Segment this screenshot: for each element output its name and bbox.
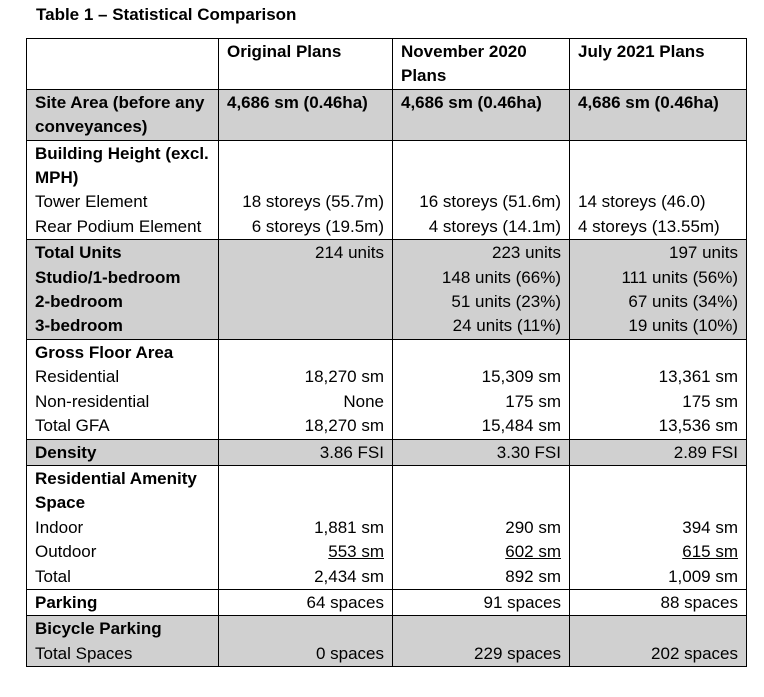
cell-parking-jul2021: 88 spaces	[570, 589, 747, 615]
total-units-label: Total Units	[35, 243, 122, 263]
studio-jul2021: 111 units (56%)	[621, 267, 738, 287]
amenity-total-label: Total	[35, 566, 71, 586]
cell-height-nov2020	[393, 140, 570, 240]
cell-bicycle-original	[219, 616, 393, 667]
tower-jul2021: 14 storeys (46.0)	[578, 192, 706, 212]
building-height-label: Building Height (excl. MPH)	[35, 143, 209, 188]
cell-height-original	[219, 140, 393, 240]
studio-label: Studio/1-bedroom	[35, 267, 181, 287]
table-row-amenity	[27, 465, 747, 589]
table-row-site-area	[27, 89, 747, 140]
total-units-original: 214 units	[315, 243, 384, 263]
row-label-units	[27, 240, 219, 340]
two-bedroom-nov2020: 51 units (23%)	[451, 292, 561, 312]
podium-nov2020: 4 storeys (14.1m)	[428, 216, 561, 236]
two-bedroom-jul2021: 67 units (34%)	[628, 292, 738, 312]
three-bedroom-label: 3-bedroom	[35, 316, 123, 336]
cell-amenity-jul2021	[570, 465, 747, 589]
outdoor-label: Outdoor	[35, 542, 97, 562]
bicycle-label: Bicycle Parking	[35, 619, 162, 639]
total-units-jul2021: 197 units	[669, 243, 738, 263]
amenity-outdoor-jul2021: 615 sm	[682, 542, 738, 562]
total-spaces-label: Total Spaces	[35, 643, 133, 663]
row-label-site-area: Site Area (before any conveyances)	[27, 89, 219, 140]
cell-site-area-nov2020: 4,686 sm (0.46ha)	[393, 89, 570, 140]
row-label-density: Density	[27, 439, 219, 465]
cell-density-nov2020: 3.30 FSI	[393, 439, 570, 465]
table-row-building-height	[27, 140, 747, 240]
table-row-gfa	[27, 339, 747, 439]
amenity-total-jul2021: 1,009 sm	[668, 566, 738, 586]
cell-parking-nov2020: 91 spaces	[393, 589, 570, 615]
cell-amenity-nov2020	[393, 465, 570, 589]
bicycle-original: 0 spaces	[315, 643, 384, 663]
amenity-indoor-original: 1,881 sm	[314, 517, 384, 537]
cell-gfa-original	[219, 339, 393, 439]
row-label-gfa	[27, 339, 219, 439]
gfa-label: Gross Floor Area	[35, 342, 174, 362]
cell-units-original	[219, 240, 393, 340]
cell-bicycle-nov2020	[393, 616, 570, 667]
residential-label: Residential	[35, 367, 120, 387]
podium-original: 6 storeys (19.5m)	[251, 216, 384, 236]
cell-gfa-jul2021	[570, 339, 747, 439]
cell-units-nov2020	[393, 240, 570, 340]
cell-site-area-original: 4,686 sm (0.46ha)	[219, 89, 393, 140]
gfa-residential-nov2020: 15,309 sm	[481, 367, 561, 387]
cell-height-jul2021	[570, 140, 747, 240]
table-row-bicycle	[27, 616, 747, 667]
tower-nov2020: 16 storeys (51.6m)	[419, 192, 561, 212]
gfa-total-original: 18,270 sm	[304, 416, 384, 436]
amenity-outdoor-nov2020: 602 sm	[505, 542, 561, 562]
rear-podium-label: Rear Podium Element	[35, 216, 202, 236]
header-november-2020: November 2020 Plans	[393, 39, 570, 90]
statistical-comparison-table	[26, 38, 747, 667]
row-label-building-height	[27, 140, 219, 240]
gfa-total-jul2021: 13,536 sm	[658, 416, 738, 436]
bicycle-nov2020: 229 spaces	[474, 643, 561, 663]
amenity-total-nov2020: 892 sm	[505, 566, 561, 586]
cell-amenity-original	[219, 465, 393, 589]
header-july-2021: July 2021 Plans	[570, 39, 747, 90]
header-original: Original Plans	[219, 39, 393, 90]
amenity-label: Residential Amenity Space	[35, 468, 197, 513]
cell-gfa-nov2020	[393, 339, 570, 439]
podium-jul2021: 4 storeys (13.55m)	[578, 216, 720, 236]
tower-original: 18 storeys (55.7m)	[242, 192, 384, 212]
tower-element-label: Tower Element	[35, 192, 148, 212]
studio-nov2020: 148 units (66%)	[441, 267, 561, 287]
row-label-amenity	[27, 465, 219, 589]
gfa-total-nov2020: 15,484 sm	[481, 416, 561, 436]
row-label-parking: Parking	[27, 589, 219, 615]
table-row-units	[27, 240, 747, 340]
cell-parking-original: 64 spaces	[219, 589, 393, 615]
gfa-nonres-jul2021: 175 sm	[682, 391, 738, 411]
amenity-outdoor-original: 553 sm	[328, 542, 384, 562]
gfa-residential-jul2021: 13,361 sm	[658, 367, 738, 387]
header-row	[27, 39, 747, 90]
gfa-nonres-nov2020: 175 sm	[505, 391, 561, 411]
cell-density-original: 3.86 FSI	[219, 439, 393, 465]
cell-site-area-jul2021: 4,686 sm (0.46ha)	[570, 89, 747, 140]
header-blank	[27, 39, 219, 90]
cell-density-jul2021: 2.89 FSI	[570, 439, 747, 465]
gfa-residential-original: 18,270 sm	[304, 367, 384, 387]
three-bedroom-jul2021: 19 units (10%)	[628, 316, 738, 336]
two-bedroom-label: 2-bedroom	[35, 292, 123, 312]
gfa-nonres-original: None	[343, 391, 384, 411]
amenity-total-original: 2,434 sm	[314, 566, 384, 586]
cell-bicycle-jul2021	[570, 616, 747, 667]
cell-units-jul2021	[570, 240, 747, 340]
table-title: Table 1 – Statistical Comparison	[36, 5, 297, 24]
table-row-parking	[27, 589, 747, 615]
three-bedroom-nov2020: 24 units (11%)	[452, 316, 561, 336]
amenity-indoor-nov2020: 290 sm	[505, 517, 561, 537]
amenity-indoor-jul2021: 394 sm	[682, 517, 738, 537]
indoor-label: Indoor	[35, 517, 84, 537]
bicycle-jul2021: 202 spaces	[651, 643, 738, 663]
total-units-nov2020: 223 units	[492, 243, 561, 263]
non-residential-label: Non-residential	[35, 391, 150, 411]
table-row-density	[27, 439, 747, 465]
row-label-bicycle	[27, 616, 219, 667]
total-gfa-label: Total GFA	[35, 416, 110, 436]
